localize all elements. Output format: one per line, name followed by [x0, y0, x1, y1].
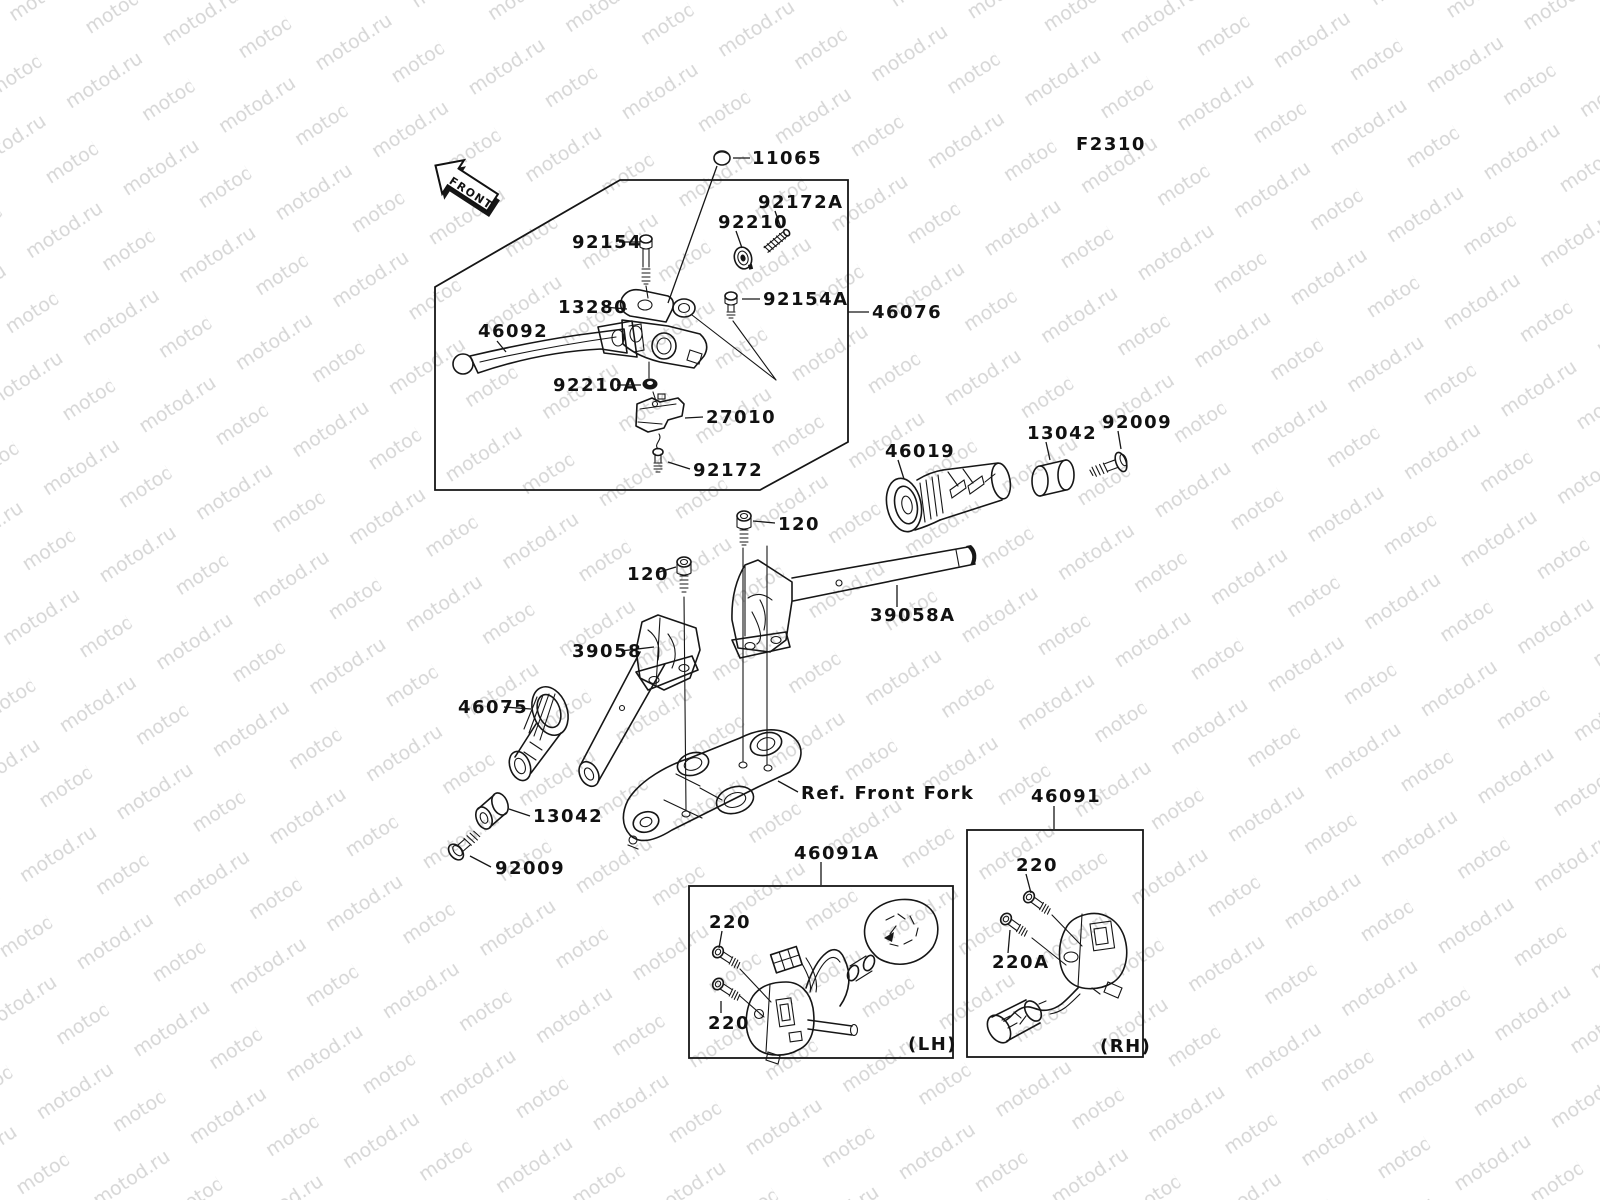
part-label-46091a: 46091A [794, 843, 880, 864]
part-label-92210a: 92210A [553, 375, 639, 396]
part-label-rh: (RH) [1100, 1036, 1152, 1057]
part-label-220: 220 [1016, 855, 1059, 876]
part-label-11065: 11065 [752, 148, 823, 169]
part-label-reffrontfork: Ref. Front Fork [801, 783, 975, 804]
part-label-f2310: F2310 [1076, 134, 1146, 155]
part-label-92009: 92009 [1102, 412, 1173, 433]
part-label-92154: 92154 [572, 232, 643, 253]
part-label-220: 220 [709, 912, 752, 933]
part-label-120: 120 [627, 564, 670, 585]
part-label-92172: 92172 [693, 460, 764, 481]
part-label-lh: (LH) [908, 1034, 957, 1055]
part-label-13042: 13042 [1027, 423, 1098, 444]
part-label-46076: 46076 [872, 302, 943, 323]
part-label-120: 120 [778, 514, 821, 535]
part-label-13280: 13280 [558, 297, 629, 318]
part-label-92009: 92009 [495, 858, 566, 879]
part-label-220a: 220A [992, 952, 1050, 973]
part-label-92210: 92210 [718, 212, 789, 233]
part-label-46091: 46091 [1031, 786, 1102, 807]
part-label-220: 220 [708, 1013, 751, 1034]
part-label-46019: 46019 [885, 441, 956, 462]
front-arrow-label: FRONT [446, 174, 496, 213]
part-label-46075: 46075 [458, 697, 529, 718]
part-label-27010: 27010 [706, 407, 777, 428]
part-label-39058: 39058 [572, 641, 643, 662]
part-label-13042: 13042 [533, 806, 604, 827]
part-label-46092: 46092 [478, 321, 549, 342]
part-label-92154a: 92154A [763, 289, 849, 310]
part-label-39058a: 39058A [870, 605, 956, 626]
nut-92210a-drawing [643, 379, 658, 390]
part-label-92172a: 92172A [758, 192, 844, 213]
